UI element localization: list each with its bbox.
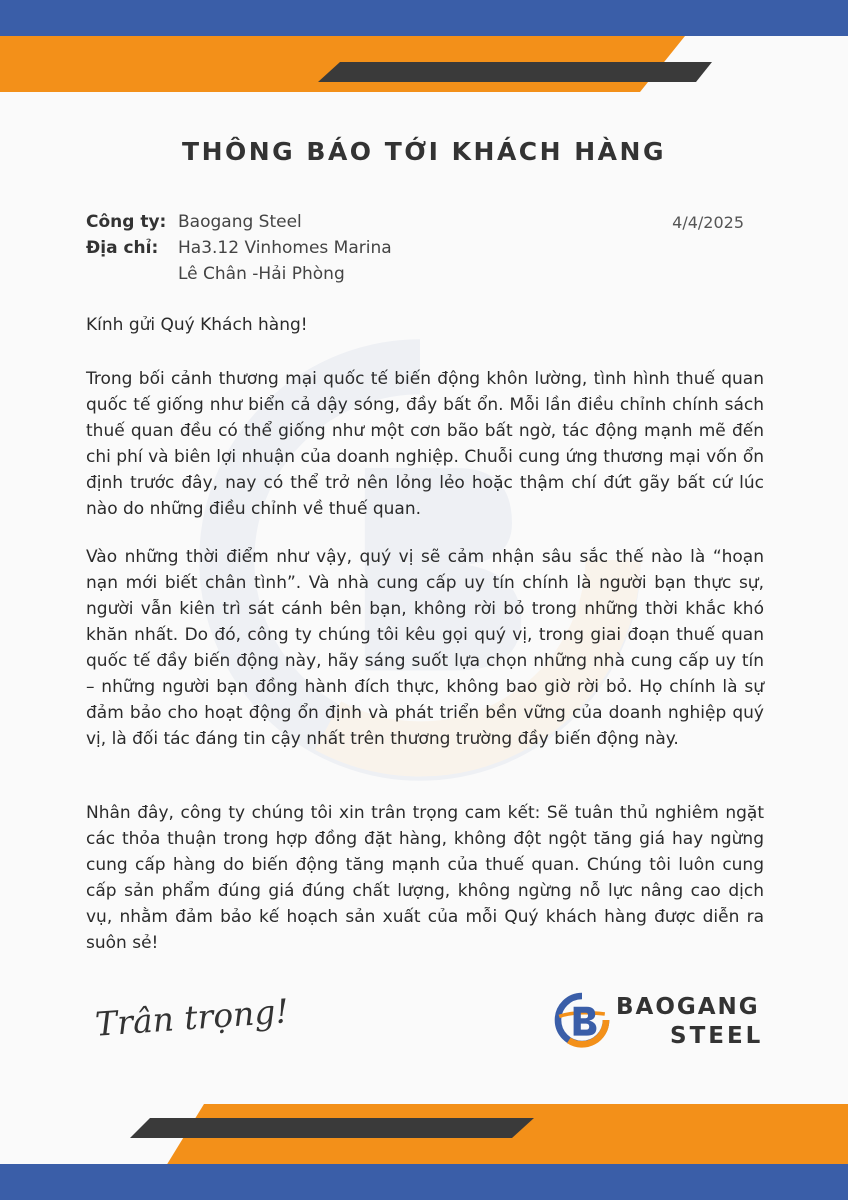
logo-text-line1: BAOGANG <box>616 994 760 1020</box>
address-line-2: Lê Chân -Hải Phòng <box>178 264 345 284</box>
paragraph-1: Trong bối cảnh thương mại quốc tế biến động khôn lường, tình hình thuế quan quốc tế giống như biển cả dậy sóng, đầy bất ổn. Mỗi lần điều chỉnh chính sách thuế quan đều có thể giống như một cơn bão bất ngờ, tác động mạnh mẽ đến chi phí và biên lợi nhuận của doanh nghiệp. Chuỗi cung ứng thương mại vốn ổn định trước đây, nay có thể trở nên lỏng lẻo hoặc thậm chí đứt gãy bất cứ lúc nào do những điều chỉnh về thuế quan. <box>86 369 764 519</box>
address-line-1: Ha3.12 Vinhomes Marina <box>178 238 392 258</box>
logo-text-line2: STEEL <box>670 1023 764 1049</box>
closing-signature: Trân trọng! <box>93 991 290 1044</box>
page-title: THÔNG BÁO TỚI KHÁCH HÀNG <box>182 137 666 166</box>
company-logo <box>552 990 762 1054</box>
header-decoration <box>0 0 848 110</box>
greeting: Kính gửi Quý Khách hàng! <box>86 315 308 335</box>
company-label: Công ty: <box>86 212 167 232</box>
paragraph-2: Vào những thời điểm như vậy, quý vị sẽ cảm nhận sâu sắc thế nào là “hoạn nạn mới biết chân tình”. Và nhà cung cấp uy tín chính là người bạn thực sự, người vẫn kiên trì sát cánh bên bạn, không rời bỏ trong những thời khắc khó khăn nhất. Do đó, công ty chúng tôi kêu gọi quý vị, trong giai đoạn thuế quan quốc tế đầy biến động này, hãy sáng suốt lựa chọn những nhà cung cấp uy tín – những người bạn đồng hành đích thực, không bao giờ rời bỏ. Họ chính là sự đảm bảo cho hoạt động ổn định và phát triển bền vững của doanh nghiệp quý vị, là đối tác đáng tin cậy nhất trên thương trường đầy biến động này. <box>86 547 764 749</box>
letter-date: 4/4/2025 <box>672 213 744 232</box>
baogang-b-logo-icon <box>552 990 612 1050</box>
paragraph-3: Nhân đây, công ty chúng tôi xin trân trọng cam kết: Sẽ tuân thủ nghiêm ngặt các thỏa thuận trong hợp đồng đặt hàng, không đột ngột tăng giá hay ngừng cung cấp hàng do biến động tăng mạnh của thuế quan. Chúng tôi luôn cung cấp sản phẩm đúng giá đúng chất lượng, không ngừng nỗ lực nâng cao dịch vụ, nhằm đảm bảo kế hoạch sản xuất của mỗi Quý khách hàng được diễn ra suôn sẻ! <box>86 803 764 953</box>
company-info <box>86 209 392 287</box>
company-name: Baogang Steel <box>178 212 302 232</box>
address-label: Địa chỉ: <box>86 238 159 258</box>
